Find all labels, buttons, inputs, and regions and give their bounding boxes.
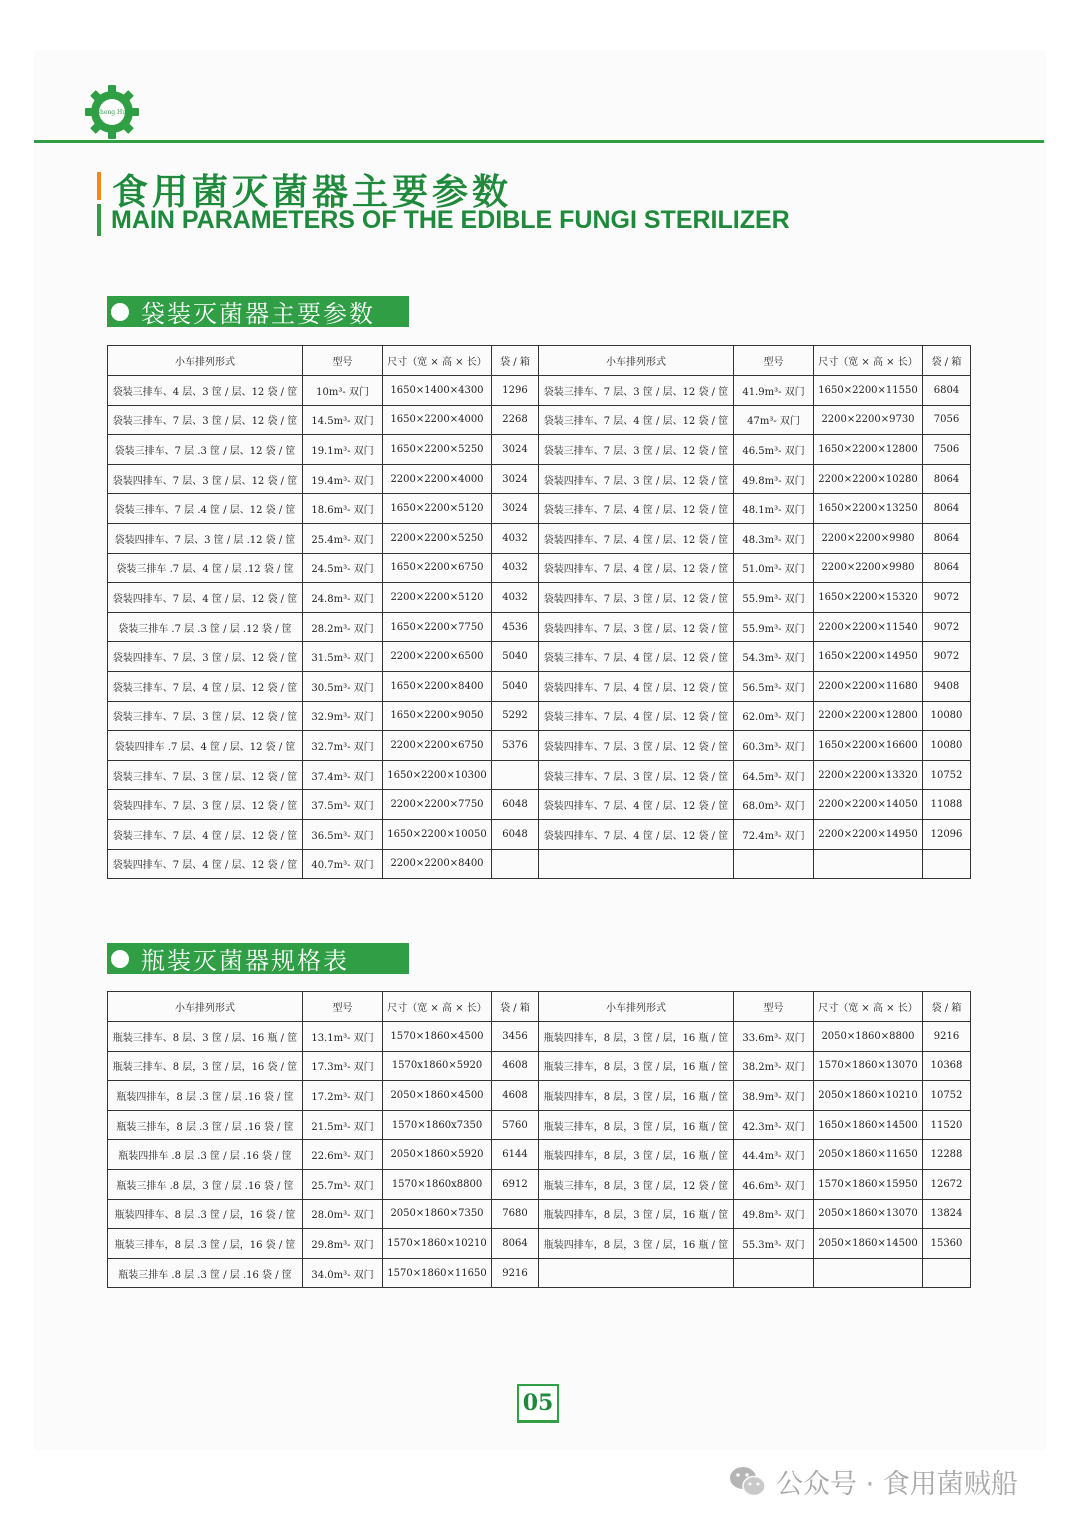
table-cell: 袋装三排车、7 层、3 筐 / 层、12 袋 / 筐: [539, 435, 734, 465]
table-cell: 4032: [492, 553, 539, 583]
table-cell: 瓶装四排车 .8 层 .3 筐 / 层 .16 袋 / 筐: [108, 1140, 303, 1170]
table-row: [108, 612, 971, 642]
table-cell: 22.6m³- 双门: [303, 1140, 383, 1170]
table-cell: 2200×2200×4000: [383, 464, 492, 494]
table-cell: 袋装三排车 .7 层、4 筐 / 层 .12 袋 / 筐: [108, 553, 303, 583]
column-header: 尺寸（宽 × 高 × 长）: [814, 346, 923, 376]
bag-sterilizer-table: [107, 345, 971, 879]
table-cell: 9072: [923, 583, 971, 613]
table-cell: 袋装三排车、7 层 .4 筐 / 层、12 袋 / 筐: [108, 494, 303, 524]
table-row: [108, 494, 971, 524]
wechat-icon: [728, 1465, 768, 1499]
table-cell: 18.6m³- 双门: [303, 494, 383, 524]
table-row: [108, 849, 971, 879]
table-row: [108, 1140, 971, 1170]
table-cell: 40.7m³- 双门: [303, 849, 383, 879]
table-cell: 瓶装四排车，8 层，3 筐 / 层，16 瓶 / 筐: [539, 1081, 734, 1111]
table-row: [108, 1051, 971, 1081]
table-cell: [814, 1258, 923, 1288]
table-cell: 2200×2200×14050: [814, 790, 923, 820]
section-header-bag-sterilizer: [107, 296, 409, 327]
table-cell: 1570×1860x7350: [383, 1110, 492, 1140]
table-cell: 瓶装三排车，8 层 .3 筐 / 层 .16 袋 / 筐: [108, 1110, 303, 1140]
table-cell: 60.3m³- 双门: [734, 731, 814, 761]
table-cell: 38.2m³- 双门: [734, 1051, 814, 1081]
table-cell: 袋装四排车、7 层、4 筐 / 层、12 袋 / 筐: [108, 583, 303, 613]
table-cell: 2050×1860×5920: [383, 1140, 492, 1170]
table-cell: 8064: [492, 1229, 539, 1259]
table-cell: 1570x1860×5920: [383, 1051, 492, 1081]
table-row: [108, 1081, 971, 1111]
table-cell: 5376: [492, 731, 539, 761]
table-cell: 1650×2200×9050: [383, 701, 492, 731]
table-cell: 28.2m³- 双门: [303, 612, 383, 642]
table-cell: 49.8m³- 双门: [734, 464, 814, 494]
section-title: 袋装灭菌器主要参数: [141, 300, 375, 328]
table-cell: 32.9m³- 双门: [303, 701, 383, 731]
table-cell: 3024: [492, 435, 539, 465]
table-cell: 9072: [923, 612, 971, 642]
table-cell: 7506: [923, 435, 971, 465]
table-cell: 5040: [492, 642, 539, 672]
table-header-row: [108, 346, 971, 376]
table-row: [108, 435, 971, 465]
table-cell: 6048: [492, 790, 539, 820]
table-cell: 64.5m³- 双门: [734, 760, 814, 790]
table-cell: 1650×2200×11550: [814, 376, 923, 406]
table-cell: 2200×2200×12800: [814, 701, 923, 731]
table-cell: 2200×2200×9730: [814, 405, 923, 435]
table-cell: 37.4m³- 双门: [303, 760, 383, 790]
table-cell: 31.5m³- 双门: [303, 642, 383, 672]
table-cell: 瓶装四排车，8 层，3 筐 / 层，16 瓶 / 筐: [539, 1199, 734, 1229]
table-cell: 袋装四排车、7 层、3 筐 / 层、12 袋 / 筐: [108, 642, 303, 672]
table-cell: 5760: [492, 1110, 539, 1140]
table-cell: 62.0m³- 双门: [734, 701, 814, 731]
table-cell: 46.6m³- 双门: [734, 1169, 814, 1199]
table-cell: 袋装四排车、7 层、3 筐 / 层、12 袋 / 筐: [539, 583, 734, 613]
table-cell: 2200×2200×10280: [814, 464, 923, 494]
column-header: 小车排列形式: [108, 992, 303, 1022]
table-cell: 47m³- 双门: [734, 405, 814, 435]
table-cell: 2200×2200×6500: [383, 642, 492, 672]
table-cell: 7680: [492, 1199, 539, 1229]
table-header-row: [108, 992, 971, 1022]
table-cell: 1650×2200×10300: [383, 760, 492, 790]
table-row: [108, 376, 971, 406]
table-cell: 51.0m³- 双门: [734, 553, 814, 583]
table-cell: 37.5m³- 双门: [303, 790, 383, 820]
table-row: [108, 1110, 971, 1140]
table-cell: 2200×2200×9980: [814, 553, 923, 583]
table-cell: 2050×1860×14500: [814, 1229, 923, 1259]
table-cell: 1650×2200×14950: [814, 642, 923, 672]
table-cell: 2200×2200×8400: [383, 849, 492, 879]
table-cell: 6912: [492, 1169, 539, 1199]
column-header: 袋 / 箱: [492, 992, 539, 1022]
table-cell: 瓶装三排车，8 层，3 筐 / 层，16 瓶 / 筐: [539, 1110, 734, 1140]
table-cell: 2050×1860×10210: [814, 1081, 923, 1111]
table-cell: 瓶装四排车，8 层，3 筐 / 层，16 瓶 / 筐: [539, 1229, 734, 1259]
table-cell: 袋装四排车、7 层、3 筐 / 层、12 袋 / 筐: [539, 731, 734, 761]
table-cell: 12288: [923, 1140, 971, 1170]
table-cell: 25.4m³- 双门: [303, 523, 383, 553]
table-cell: 袋装三排车、7 层、4 筐 / 层、12 袋 / 筐: [539, 642, 734, 672]
table-cell: 袋装四排车、7 层、3 筐 / 层、12 袋 / 筐: [108, 790, 303, 820]
table-cell: 1570×1860×11650: [383, 1258, 492, 1288]
table-cell: 55.9m³- 双门: [734, 612, 814, 642]
table-cell: 9072: [923, 642, 971, 672]
table-cell: 瓶装四排车，8 层 .3 筐 / 层 .16 袋 / 筐: [108, 1081, 303, 1111]
table-cell: 1650×2200×16600: [814, 731, 923, 761]
table-cell: 68.0m³- 双门: [734, 790, 814, 820]
table-cell: 2050×1860×4500: [383, 1081, 492, 1111]
table-cell: [539, 1258, 734, 1288]
table-cell: 瓶装四排车、8 层 .3 筐 / 层，16 袋 / 筐: [108, 1199, 303, 1229]
header-divider: [34, 140, 1044, 143]
table-cell: 瓶装三排车、8 层、3 筐 / 层、16 瓶 / 筐: [108, 1022, 303, 1052]
table-cell: [814, 849, 923, 879]
column-header: 型号: [734, 346, 814, 376]
column-header: 型号: [303, 346, 383, 376]
bottle-sterilizer-table: [107, 991, 971, 1288]
column-header: 袋 / 箱: [923, 346, 971, 376]
table-cell: 瓶装三排车 .8 层 .3 筐 / 层 .16 袋 / 筐: [108, 1258, 303, 1288]
table-row: [108, 671, 971, 701]
column-header: 小车排列形式: [539, 992, 734, 1022]
section-title: 瓶装灭菌器规格表: [141, 947, 349, 975]
table-cell: 袋装四排车、7 层、3 筐 / 层、12 袋 / 筐: [539, 612, 734, 642]
table-row: [108, 731, 971, 761]
table-cell: 10080: [923, 731, 971, 761]
watermark: [728, 1462, 1018, 1501]
table-cell: 1570×1860×15950: [814, 1169, 923, 1199]
table-cell: 1650×2200×5120: [383, 494, 492, 524]
table-cell: 19.4m³- 双门: [303, 464, 383, 494]
table-cell: 9216: [923, 1022, 971, 1052]
column-header: 尺寸（宽 × 高 × 长）: [383, 346, 492, 376]
table-cell: 12672: [923, 1169, 971, 1199]
table-cell: 2200×2200×11540: [814, 612, 923, 642]
section-header-bottle-sterilizer: [107, 943, 409, 974]
table-cell: 13824: [923, 1199, 971, 1229]
table-cell: 瓶装三排车，8 层 .3 筐 / 层，16 袋 / 筐: [108, 1229, 303, 1259]
table-cell: 袋装三排车、7 层、3 筐 / 层、12 袋 / 筐: [539, 760, 734, 790]
table-cell: 瓶装三排车、8 层，3 筐 / 层，16 袋 / 筐: [108, 1051, 303, 1081]
table-cell: 1650×2200×12800: [814, 435, 923, 465]
table-cell: 10752: [923, 1081, 971, 1111]
table-cell: 55.3m³- 双门: [734, 1229, 814, 1259]
table-row: [108, 1229, 971, 1259]
table-cell: 6048: [492, 819, 539, 849]
table-cell: 袋装三排车、7 层、3 筐 / 层、12 袋 / 筐: [108, 405, 303, 435]
table-cell: 10752: [923, 760, 971, 790]
table-cell: 袋装四排车 .7 层、4 筐 / 层、12 袋 / 筐: [108, 731, 303, 761]
table-cell: 1650×2200×10050: [383, 819, 492, 849]
page-number: 05: [517, 1384, 559, 1423]
table-cell: 袋装三排车、4 层、3 筐 / 层、12 袋 / 筐: [108, 376, 303, 406]
column-header: 尺寸（宽 × 高 × 长）: [814, 992, 923, 1022]
table-cell: 1570×1860×10210: [383, 1229, 492, 1259]
table-cell: 4608: [492, 1051, 539, 1081]
table-cell: 10368: [923, 1051, 971, 1081]
watermark-text: 公众号 · 食用菌贼船: [776, 1469, 1018, 1500]
table-cell: 36.5m³- 双门: [303, 819, 383, 849]
table-row: [108, 1199, 971, 1229]
table-cell: 19.1m³- 双门: [303, 435, 383, 465]
table-row: [108, 701, 971, 731]
table-cell: [539, 849, 734, 879]
table-row: [108, 1258, 971, 1288]
table-cell: 2200×2200×9980: [814, 523, 923, 553]
table-cell: 袋装三排车、7 层、3 筐 / 层、12 袋 / 筐: [539, 376, 734, 406]
table-cell: 1570×1860x8800: [383, 1169, 492, 1199]
table-cell: 8064: [923, 523, 971, 553]
table-cell: 袋装四排车、7 层、4 筐 / 层、12 袋 / 筐: [539, 790, 734, 820]
table-cell: 8064: [923, 494, 971, 524]
page-title-cn: 食用菌灭菌器主要参数: [112, 171, 513, 213]
table-cell: 10080: [923, 701, 971, 731]
table-row: [108, 819, 971, 849]
table-cell: 24.8m³- 双门: [303, 583, 383, 613]
table-cell: 袋装四排车、7 层、3 筐 / 层、12 袋 / 筐: [539, 464, 734, 494]
table-cell: 38.9m³- 双门: [734, 1081, 814, 1111]
table-row: [108, 760, 971, 790]
table-cell: 41.9m³- 双门: [734, 376, 814, 406]
page-title-en: MAIN PARAMETERS OF THE EDIBLE FUNGI STERILIZER: [111, 206, 790, 234]
table-cell: [923, 1258, 971, 1288]
gear-logo-icon: [84, 84, 140, 140]
table-cell: 48.1m³- 双门: [734, 494, 814, 524]
table-cell: 17.3m³- 双门: [303, 1051, 383, 1081]
table-cell: 9408: [923, 671, 971, 701]
bullet-dot-icon: [111, 950, 129, 968]
table-row: [108, 583, 971, 613]
table-cell: 袋装三排车、7 层、4 筐 / 层、12 袋 / 筐: [108, 671, 303, 701]
table-cell: 袋装三排车、7 层、3 筐 / 层、12 袋 / 筐: [108, 760, 303, 790]
table-row: [108, 1169, 971, 1199]
table-cell: [492, 849, 539, 879]
table-cell: 3024: [492, 464, 539, 494]
table-cell: 6144: [492, 1140, 539, 1170]
table-cell: 11520: [923, 1110, 971, 1140]
table-cell: 2200×2200×6750: [383, 731, 492, 761]
table-cell: 袋装四排车、7 层、4 筐 / 层、12 袋 / 筐: [539, 523, 734, 553]
table-cell: 2050×1860×8800: [814, 1022, 923, 1052]
table-cell: 袋装四排车、7 层、4 筐 / 层、12 袋 / 筐: [539, 819, 734, 849]
title-accent-orange: [97, 172, 101, 200]
table-cell: 瓶装三排车，8 层，3 筐 / 层，12 袋 / 筐: [539, 1169, 734, 1199]
table-cell: 1650×2200×4000: [383, 405, 492, 435]
column-header: 型号: [734, 992, 814, 1022]
table-cell: 2050×1860×13070: [814, 1199, 923, 1229]
table-cell: 2268: [492, 405, 539, 435]
table-cell: 袋装四排车、7 层、3 筐 / 层、12 袋 / 筐: [108, 464, 303, 494]
table-cell: 1650×2200×7750: [383, 612, 492, 642]
table-cell: 5040: [492, 671, 539, 701]
table-cell: 4608: [492, 1081, 539, 1111]
table-cell: 瓶装四排车，8 层，3 筐 / 层，16 瓶 / 筐: [539, 1022, 734, 1052]
table-cell: 2200×2200×13320: [814, 760, 923, 790]
table-cell: 瓶装四排车，8 层，3 筐 / 层，16 瓶 / 筐: [539, 1140, 734, 1170]
table-cell: 32.7m³- 双门: [303, 731, 383, 761]
column-header: 型号: [303, 992, 383, 1022]
table-cell: 袋装三排车 .7 层 .3 筐 / 层 .12 袋 / 筐: [108, 612, 303, 642]
table-cell: 3456: [492, 1022, 539, 1052]
table-cell: 15360: [923, 1229, 971, 1259]
bullet-dot-icon: [111, 303, 129, 321]
column-header: 尺寸（宽 × 高 × 长）: [383, 992, 492, 1022]
table-cell: 55.9m³- 双门: [734, 583, 814, 613]
table-cell: 72.4m³- 双门: [734, 819, 814, 849]
table-cell: 48.3m³- 双门: [734, 523, 814, 553]
table-cell: 6804: [923, 376, 971, 406]
table-cell: [923, 849, 971, 879]
table-row: [108, 405, 971, 435]
table-cell: 34.0m³- 双门: [303, 1258, 383, 1288]
table-cell: 袋装三排车、7 层 .3 筐 / 层、12 袋 / 筐: [108, 435, 303, 465]
table-cell: 1650×1860×14500: [814, 1110, 923, 1140]
table-cell: [492, 760, 539, 790]
table-cell: 8064: [923, 464, 971, 494]
table-cell: 袋装四排车、7 层、4 筐 / 层、12 袋 / 筐: [108, 849, 303, 879]
table-cell: 14.5m³- 双门: [303, 405, 383, 435]
table-cell: [734, 1258, 814, 1288]
table-cell: 袋装三排车、7 层、4 筐 / 层、12 袋 / 筐: [539, 405, 734, 435]
column-header: 小车排列形式: [108, 346, 303, 376]
table-cell: 11088: [923, 790, 971, 820]
table-row: [108, 553, 971, 583]
table-cell: 袋装三排车、7 层、3 筐 / 层、12 袋 / 筐: [108, 701, 303, 731]
title-accent-green: [97, 204, 101, 236]
table-row: [108, 1022, 971, 1052]
column-header: 小车排列形式: [539, 346, 734, 376]
table-cell: 1570×1860×4500: [383, 1022, 492, 1052]
table-cell: 1650×2200×15320: [814, 583, 923, 613]
column-header: 袋 / 箱: [923, 992, 971, 1022]
table-cell: 24.5m³- 双门: [303, 553, 383, 583]
table-cell: 5292: [492, 701, 539, 731]
table-cell: 1570×1860×13070: [814, 1051, 923, 1081]
table-cell: 2200×2200×5250: [383, 523, 492, 553]
table-cell: 21.5m³- 双门: [303, 1110, 383, 1140]
table-cell: 4032: [492, 583, 539, 613]
table-cell: 2050×1860×7350: [383, 1199, 492, 1229]
logo-text: Sheng Hui: [95, 109, 129, 116]
table-cell: 1296: [492, 376, 539, 406]
table-cell: 袋装四排车、7 层、3 筐 / 层 .12 袋 / 筐: [108, 523, 303, 553]
table-row: [108, 790, 971, 820]
table-cell: 1650×1400×4300: [383, 376, 492, 406]
table-cell: [734, 849, 814, 879]
table-cell: 56.5m³- 双门: [734, 671, 814, 701]
table-cell: 46.5m³- 双门: [734, 435, 814, 465]
table-cell: 2200×2200×11680: [814, 671, 923, 701]
table-cell: 17.2m³- 双门: [303, 1081, 383, 1111]
table-cell: 2200×2200×14950: [814, 819, 923, 849]
table-cell: 33.6m³- 双门: [734, 1022, 814, 1052]
table-cell: 1650×2200×5250: [383, 435, 492, 465]
table-cell: 28.0m³- 双门: [303, 1199, 383, 1229]
table-row: [108, 523, 971, 553]
table-cell: 2200×2200×7750: [383, 790, 492, 820]
table-cell: 袋装三排车、7 层、4 筐 / 层、12 袋 / 筐: [539, 701, 734, 731]
table-cell: 3024: [492, 494, 539, 524]
table-cell: 54.3m³- 双门: [734, 642, 814, 672]
table-cell: 瓶装三排车，8 层，3 筐 / 层，16 瓶 / 筐: [539, 1051, 734, 1081]
table-row: [108, 642, 971, 672]
table-cell: 袋装四排车、7 层、4 筐 / 层、12 袋 / 筐: [539, 553, 734, 583]
table-cell: 7056: [923, 405, 971, 435]
table-cell: 13.1m³- 双门: [303, 1022, 383, 1052]
table-cell: 瓶装三排车 .8 层，3 筐 / 层 .16 袋 / 筐: [108, 1169, 303, 1199]
table-cell: 49.8m³- 双门: [734, 1199, 814, 1229]
table-cell: 9216: [492, 1258, 539, 1288]
table-cell: 42.3m³- 双门: [734, 1110, 814, 1140]
table-cell: 25.7m³- 双门: [303, 1169, 383, 1199]
table-cell: 8064: [923, 553, 971, 583]
table-cell: 44.4m³- 双门: [734, 1140, 814, 1170]
table-cell: 袋装四排车、7 层、4 筐 / 层、12 袋 / 筐: [539, 671, 734, 701]
column-header: 袋 / 箱: [492, 346, 539, 376]
table-cell: 1650×2200×6750: [383, 553, 492, 583]
table-cell: 2050×1860×11650: [814, 1140, 923, 1170]
table-cell: 1650×2200×8400: [383, 671, 492, 701]
table-cell: 30.5m³- 双门: [303, 671, 383, 701]
table-cell: 1650×2200×13250: [814, 494, 923, 524]
table-cell: 袋装三排车、7 层、4 筐 / 层、12 袋 / 筐: [539, 494, 734, 524]
table-cell: 12096: [923, 819, 971, 849]
table-cell: 2200×2200×5120: [383, 583, 492, 613]
table-cell: 4536: [492, 612, 539, 642]
table-cell: 10m³- 双门: [303, 376, 383, 406]
table-cell: 4032: [492, 523, 539, 553]
table-cell: 29.8m³- 双门: [303, 1229, 383, 1259]
table-row: [108, 464, 971, 494]
table-cell: 袋装三排车、7 层、4 筐 / 层、12 袋 / 筐: [108, 819, 303, 849]
